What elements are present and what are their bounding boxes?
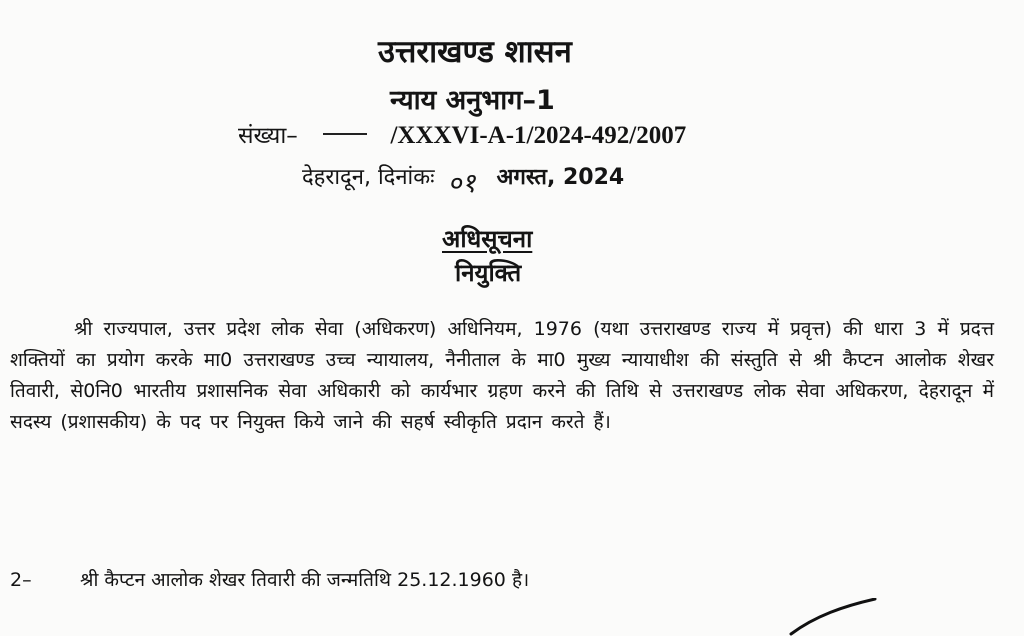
date-row <box>302 155 625 199</box>
appointment-title: नियुक्ति <box>455 259 522 287</box>
date-month-year: अगस्त, 2024 <box>496 165 625 190</box>
reference-blank-line <box>323 133 367 135</box>
notification-title: अधिसूचना <box>442 225 533 253</box>
reference-row <box>238 118 686 150</box>
reference-label: संख्या– <box>238 123 298 149</box>
signature-stroke-icon <box>784 598 880 636</box>
reference-number: /XXXVI-A-1/2024-492/2007 <box>390 122 687 149</box>
main-paragraph-container <box>10 314 994 438</box>
date-label: देहरादून, दिनांकः <box>302 165 435 190</box>
handwritten-date-day: ०१ <box>447 168 480 199</box>
point-text: श्री कैप्टन आलोक शेखर तिवारी की जन्मतिथि 25.12.1960 है। <box>80 569 530 591</box>
numbered-point <box>10 566 994 592</box>
department-section: न्याय अनुभाग–1 <box>390 85 555 116</box>
government-title: उत्तराखण्ड शासन <box>378 34 572 70</box>
point-number: 2– <box>10 569 32 591</box>
main-paragraph: श्री राज्यपाल, उत्तर प्रदेश लोक सेवा (अधिकरण) अधिनियम, 1976 (यथा उत्तराखण्ड राज्य में प्रवृत्त) की धारा 3 में प्रदत्त शक्तियों का प्रयोग करके मा0 उत्तराखण्ड उच्च न्यायालय, नैनीताल के मा0 मुख्य न्यायाधीश की संस्तुति से श्री कैप्टन आलोक शेखर तिवारी, से0नि0 भारतीय प्रशासनिक सेवा अधिकारी को कार्यभार ग्रहण करने की तिथि से उत्तराखण्ड लोक सेवा अधिकरण, देहरादून में सदस्य (प्रशासकीय) के पद पर नियुक्त किये जाने की सहर्ष स्वीकृति प्रदान करते हैं। <box>10 318 994 433</box>
